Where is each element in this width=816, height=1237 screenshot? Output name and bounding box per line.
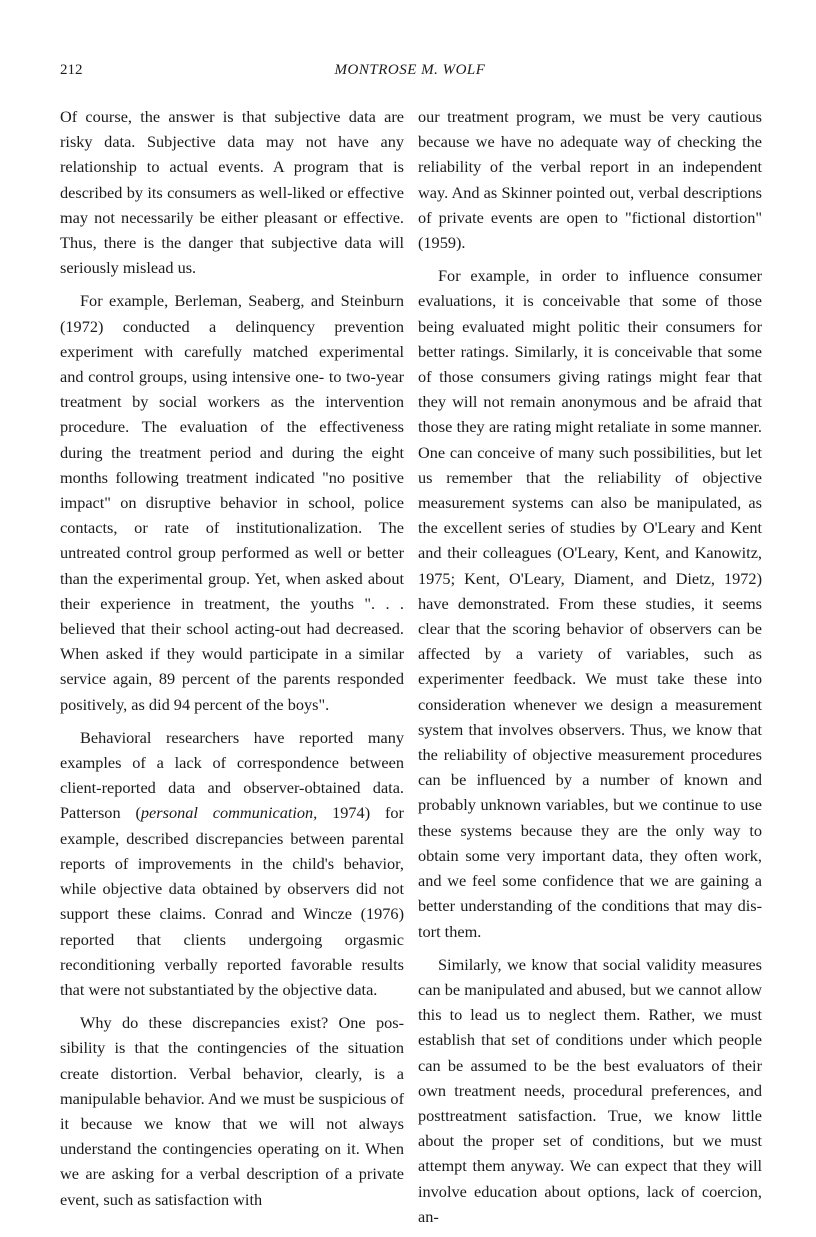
page-header [60, 62, 760, 86]
paragraph: Of course, the answer is that subjective data are risky data. Subjective data may not have any relationship to actual events. A program that is described by its consumers as well-liked or effective may not necessarily be either pleasant or effective. Thus, there is the danger that subjective data will seriously mislead us. [60, 107, 404, 278]
right-column [418, 104, 762, 1237]
paragraph [60, 725, 404, 1002]
paragraph: Similarly, we know that social validity measures can be manipulated and abused, but we cannot allow this to lead us to neglect them. Rather, we must establish that set of conditions under which people can be assumed to be the best evaluators of their own treatment needs, procedural preferences, and posttreatment satisfaction. True, we know little about the proper set of conditions, but we must attempt them anyway. We can expect that they will involve education about options, lack of coercion, an- [418, 954, 762, 1226]
paragraph: For example, in order to influence consumer evaluations, it is conceivable that some of those being evaluated might politic their consumers for better ratings. Similarly, it is conceivable that some of those consumers giving ratings might fear that they will not remain anonymous and be afraid that those they are rating might retaliate in some manner. One can conceive of many such possibilities, but let us remember that the reliability of objective measurement systems can also be manipulated, as the excellent series of studies by O'Leary and Kent and their colleagues (O'Leary, Kent, and Kanowitz, 1975; Kent, O'Leary, Diament, and Dietz, 1972) have demonstrated. From these studies, it seems clear that the scoring behavior of observers can be affected by a variety of variables, such as experimenter feedback. We must take these into consideration whenever we design a measurement system that involves observers. Thus, we know that the reliability of objective measurement procedures can be influenced by a number of known and probably unknown variables, but we continue to use these systems because they are the only way to obtain some very important data, they often work, and we feel some confidence that we are gaining a better understanding of the conditions that may distort them. [418, 266, 762, 941]
left-column [60, 104, 404, 1220]
paragraph: For example, Berleman, Seaberg, and Steinburn (1972) conducted a delinquency prevention experiment with carefully matched experimental and control groups, using intensive one- to two-year treatment by social workers as the intervention procedure. The evaluation of the effectiveness during the treatment period and during the eight months following treatment indicated "no positive impact" on disruptive behavior in school, police contacts, or rate of institutionalization. The untreated control group performed as well or better than the experimental group. Yet, when asked about their experience in treatment, the youths ". . . believed that their school acting-out had decreased. When asked if they would participate in a similar service again, 89 percent of the parents responded positively, as did 94 percent of the boys". [60, 291, 404, 714]
text-span: Behavioral researchers have reported many examples of a lack of correspondence between client-reported data and observer-obtained data. Patterson ( [60, 727, 404, 823]
paragraph: our treatment program, we must be very cautious because we have no adequate way of checking the reliability of the verbal report in an independent way. And as Skinner pointed out, verbal descriptions of private events are open to "fictional distortion" (1959). [418, 107, 762, 253]
italic-citation: personal communication, [140, 803, 318, 823]
paragraph: Why do these discrepancies exist? One possibility is that the contingencies of the situation create distortion. Verbal behavior, clearly, is a manipulable behavior. And we must be suspicious of it because we know that we will not always understand the contingencies operating on it. When we are asking for a verbal description of a private event, such as satisfaction with [60, 1013, 404, 1209]
text-span: 1974) for example, described discrepancies between parental reports of improvements in the child's behavior, while objective data obtained by observers did not support these claims. Conrad and Wincze (1976) reported that clients undergoing orgasmic reconditioning verbally reported favorable results that were not substantiated by the objective data. [60, 803, 404, 999]
running-head: MONTROSE M. WOLF [334, 62, 486, 78]
page-number: 212 [60, 62, 83, 78]
